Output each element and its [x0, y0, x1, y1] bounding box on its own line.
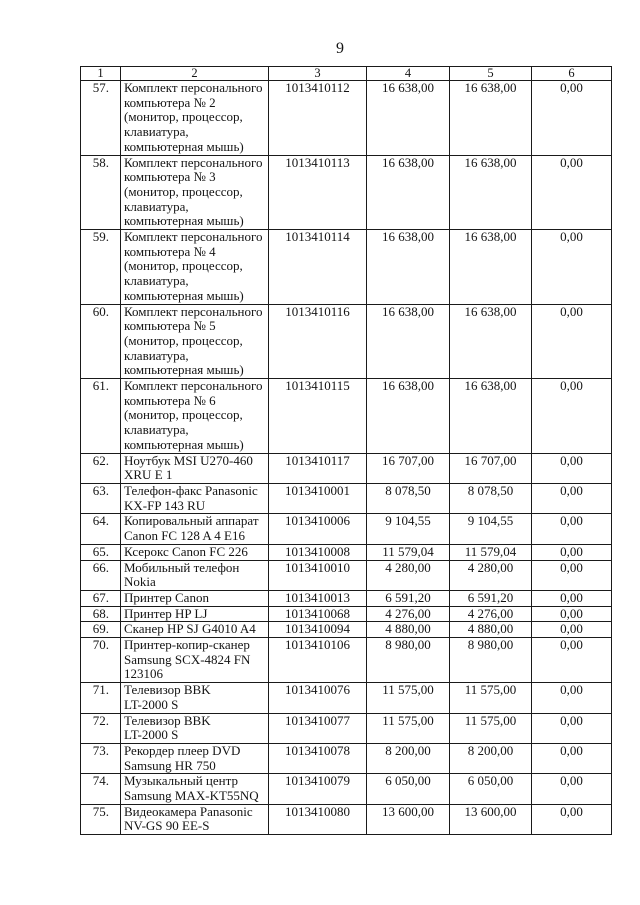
table-row [81, 713, 612, 743]
inventory-number: 1013410006 [269, 514, 367, 544]
residual-value: 0,00 [532, 230, 612, 305]
item-name [121, 804, 269, 834]
initial-cost: 16 638,00 [367, 230, 450, 305]
initial-cost: 16 638,00 [367, 304, 450, 379]
depreciation: 11 575,00 [450, 713, 532, 743]
item-name-line: (монитор, процессор, [124, 109, 243, 125]
item-name-line: LT-2000 S [124, 696, 179, 712]
initial-cost: 4 880,00 [367, 622, 450, 638]
item-name-line: клавиатура, [124, 422, 189, 438]
depreciation: 13 600,00 [450, 804, 532, 834]
inventory-table [80, 66, 612, 835]
initial-cost: 11 575,00 [367, 713, 450, 743]
item-name-line: Рекордер плеер DVD [124, 743, 241, 758]
row-number: 67. [81, 590, 121, 606]
row-number: 64. [81, 514, 121, 544]
item-name [121, 774, 269, 804]
residual-value: 0,00 [532, 483, 612, 513]
depreciation: 16 638,00 [450, 379, 532, 454]
table-row [81, 622, 612, 638]
depreciation: 16 638,00 [450, 304, 532, 379]
depreciation: 11 579,04 [450, 544, 532, 560]
item-name-line: (монитор, процессор, [124, 407, 243, 423]
item-name [121, 81, 269, 156]
item-name [121, 514, 269, 544]
table-row [81, 379, 612, 454]
inventory-number: 1013410079 [269, 774, 367, 804]
depreciation: 16 707,00 [450, 453, 532, 483]
inventory-number: 1013410008 [269, 544, 367, 560]
initial-cost: 16 707,00 [367, 453, 450, 483]
item-name-line: Мобильный телефон [124, 560, 240, 575]
table-row [81, 606, 612, 622]
depreciation: 8 078,50 [450, 483, 532, 513]
residual-value: 0,00 [532, 560, 612, 590]
table-row [81, 544, 612, 560]
item-name-line: Комплект персонального [124, 80, 263, 95]
item-name-line: компьютерная мышь) [124, 287, 244, 303]
residual-value: 0,00 [532, 638, 612, 683]
initial-cost: 4 280,00 [367, 560, 450, 590]
row-number: 58. [81, 155, 121, 230]
row-number: 65. [81, 544, 121, 560]
row-number: 70. [81, 638, 121, 683]
column-number-2: 2 [121, 67, 269, 81]
column-number-5: 5 [450, 67, 532, 81]
item-name [121, 638, 269, 683]
item-name-line: Сканер HP SJ G4010 A4 [124, 621, 256, 637]
table-row [81, 683, 612, 713]
item-name-line: (монитор, процессор, [124, 332, 243, 348]
item-name-line: Телевизор BBK [124, 682, 211, 698]
table-row [81, 590, 612, 606]
item-name [121, 379, 269, 454]
inventory-number: 1013410115 [269, 379, 367, 454]
initial-cost: 6 050,00 [367, 774, 450, 804]
item-name-line: компьютера № 6 [124, 392, 216, 408]
initial-cost: 16 638,00 [367, 155, 450, 230]
item-name [121, 590, 269, 606]
item-name-line: Samsung SCX-4824 FN [124, 651, 251, 667]
residual-value: 0,00 [532, 683, 612, 713]
inventory-number: 1013410080 [269, 804, 367, 834]
inventory-number: 1013410076 [269, 683, 367, 713]
residual-value: 0,00 [532, 514, 612, 544]
inventory-number: 1013410106 [269, 638, 367, 683]
item-name-line: компьютера № 3 [124, 169, 216, 185]
row-number: 66. [81, 560, 121, 590]
inventory-number: 1013410112 [269, 81, 367, 156]
item-name-line: (монитор, процессор, [124, 258, 243, 274]
item-name-line: Копировальный аппарат [124, 513, 259, 529]
item-name-line: Музыкальный центр [124, 773, 238, 789]
table-row [81, 560, 612, 590]
residual-value: 0,00 [532, 544, 612, 560]
depreciation: 6 050,00 [450, 774, 532, 804]
depreciation: 11 575,00 [450, 683, 532, 713]
row-number: 69. [81, 622, 121, 638]
table-row [81, 81, 612, 156]
residual-value: 0,00 [532, 743, 612, 773]
table-row [81, 155, 612, 230]
table-row [81, 230, 612, 305]
initial-cost: 9 104,55 [367, 514, 450, 544]
inventory-number: 1013410113 [269, 155, 367, 230]
residual-value: 0,00 [532, 155, 612, 230]
item-name [121, 155, 269, 230]
table-row [81, 804, 612, 834]
row-number: 71. [81, 683, 121, 713]
table-row [81, 638, 612, 683]
depreciation: 4 276,00 [450, 606, 532, 622]
inventory-number: 1013410094 [269, 622, 367, 638]
initial-cost: 13 600,00 [367, 804, 450, 834]
item-name-line: Samsung MAX-KT55NQ [124, 788, 259, 804]
item-name-line: Canon FC 128 A 4 E16 [124, 528, 245, 544]
inventory-number: 1013410001 [269, 483, 367, 513]
initial-cost: 6 591,20 [367, 590, 450, 606]
residual-value: 0,00 [532, 606, 612, 622]
item-name-line: компьютерная мышь) [124, 436, 244, 452]
item-name-line: Принтер Canon [124, 590, 209, 605]
row-number: 73. [81, 743, 121, 773]
initial-cost: 8 078,50 [367, 483, 450, 513]
item-name-line: Телефон-факс Panasonic [124, 483, 258, 498]
column-number-4: 4 [367, 67, 450, 81]
table-body [81, 67, 612, 835]
item-name-line: клавиатура, [124, 273, 189, 289]
inventory-number: 1013410013 [269, 590, 367, 606]
residual-value: 0,00 [532, 774, 612, 804]
depreciation: 16 638,00 [450, 230, 532, 305]
row-number: 74. [81, 774, 121, 804]
item-name-line: Комплект персонального [124, 155, 263, 170]
residual-value: 0,00 [532, 453, 612, 483]
initial-cost: 4 276,00 [367, 606, 450, 622]
depreciation: 4 280,00 [450, 560, 532, 590]
item-name [121, 743, 269, 773]
row-number: 75. [81, 804, 121, 834]
item-name [121, 560, 269, 590]
item-name [121, 544, 269, 560]
table-row [81, 483, 612, 513]
inventory-number: 1013410077 [269, 713, 367, 743]
inventory-number: 1013410114 [269, 230, 367, 305]
row-number: 57. [81, 81, 121, 156]
item-name [121, 304, 269, 379]
item-name [121, 622, 269, 638]
initial-cost: 11 579,04 [367, 544, 450, 560]
item-name [121, 230, 269, 305]
depreciation: 8 200,00 [450, 743, 532, 773]
item-name-line: клавиатура, [124, 124, 189, 140]
item-name-line: компьютера № 4 [124, 243, 216, 259]
row-number: 61. [81, 379, 121, 454]
item-name-line: Комплект персонального [124, 304, 263, 319]
column-number-6: 6 [532, 67, 612, 81]
row-number: 72. [81, 713, 121, 743]
row-number: 59. [81, 230, 121, 305]
depreciation: 16 638,00 [450, 155, 532, 230]
column-number-row [81, 67, 612, 81]
residual-value: 0,00 [532, 713, 612, 743]
item-name-line: компьютера № 5 [124, 318, 216, 334]
item-name-line: Комплект персонального [124, 229, 263, 245]
residual-value: 0,00 [532, 590, 612, 606]
row-number: 60. [81, 304, 121, 379]
inventory-number: 1013410010 [269, 560, 367, 590]
item-name-line: компьютерная мышь) [124, 213, 244, 229]
table-row [81, 453, 612, 483]
residual-value: 0,00 [532, 622, 612, 638]
row-number: 62. [81, 453, 121, 483]
item-name-line: компьютера № 2 [124, 94, 216, 110]
table-row [81, 514, 612, 544]
item-name-line: компьютерная мышь) [124, 138, 244, 154]
item-name-line: Ксерокс Canon FC 226 [124, 544, 248, 559]
item-name-line: клавиатура, [124, 198, 189, 214]
row-number: 63. [81, 483, 121, 513]
item-name-line: XRU E 1 [124, 467, 173, 483]
column-number-1: 1 [81, 67, 121, 81]
item-name-line: Телевизор BBK [124, 713, 211, 728]
page-number: 9 [336, 40, 344, 57]
column-number-3: 3 [269, 67, 367, 81]
initial-cost: 16 638,00 [367, 379, 450, 454]
initial-cost: 16 638,00 [367, 81, 450, 156]
item-name-line: Видеокамера Panasonic [124, 804, 253, 819]
inventory-number: 1013410078 [269, 743, 367, 773]
item-name [121, 453, 269, 483]
depreciation: 16 638,00 [450, 81, 532, 156]
table-row [81, 743, 612, 773]
depreciation: 6 591,20 [450, 590, 532, 606]
table-row [81, 774, 612, 804]
residual-value: 0,00 [532, 804, 612, 834]
depreciation: 4 880,00 [450, 622, 532, 638]
depreciation: 9 104,55 [450, 514, 532, 544]
item-name-line: LT-2000 S [124, 727, 179, 743]
inventory-number: 1013410117 [269, 453, 367, 483]
item-name-line: Принтер HP LJ [124, 606, 208, 621]
item-name [121, 606, 269, 622]
initial-cost: 8 980,00 [367, 638, 450, 683]
initial-cost: 11 575,00 [367, 683, 450, 713]
item-name-line: Ноутбук MSI U270-460 [124, 453, 253, 468]
residual-value: 0,00 [532, 304, 612, 379]
item-name-line: Принтер-копир-сканер [124, 637, 250, 653]
item-name [121, 713, 269, 743]
item-name [121, 483, 269, 513]
table-row [81, 304, 612, 379]
inventory-number: 1013410116 [269, 304, 367, 379]
residual-value: 0,00 [532, 81, 612, 156]
item-name-line: KX-FP 143 RU [124, 497, 206, 513]
item-name [121, 683, 269, 713]
item-name-line: 123106 [124, 666, 163, 682]
item-name-line: (монитор, процессор, [124, 183, 243, 199]
item-name-line: Nokia [124, 574, 156, 590]
row-number: 68. [81, 606, 121, 622]
initial-cost: 8 200,00 [367, 743, 450, 773]
inventory-number: 1013410068 [269, 606, 367, 622]
item-name-line: клавиатура, [124, 347, 189, 363]
residual-value: 0,00 [532, 379, 612, 454]
item-name-line: Samsung HR 750 [124, 757, 216, 773]
item-name-line: Комплект персонального [124, 378, 263, 394]
item-name-line: NV-GS 90 EE-S [124, 818, 210, 834]
item-name-line: компьютерная мышь) [124, 362, 244, 378]
depreciation: 8 980,00 [450, 638, 532, 683]
